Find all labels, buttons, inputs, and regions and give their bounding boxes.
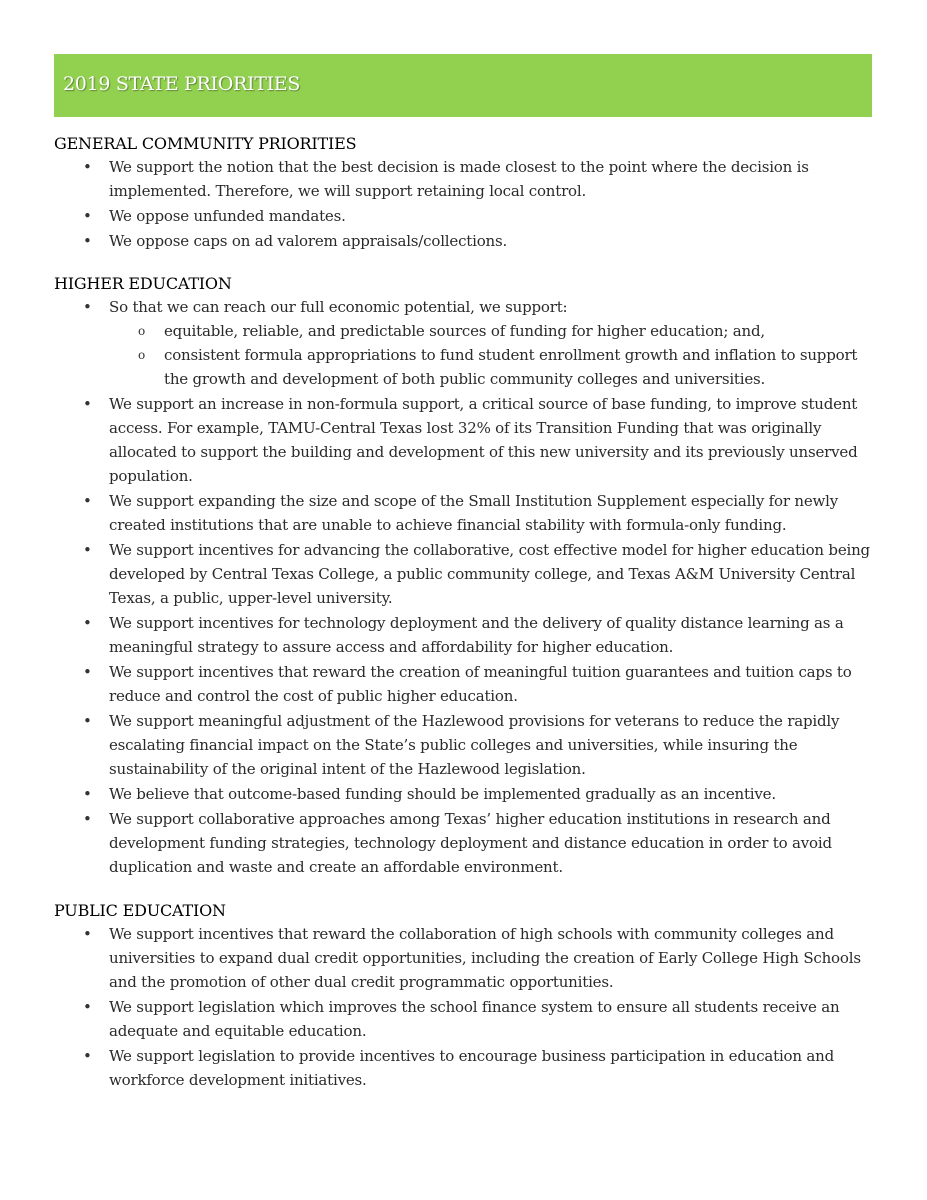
list-item-text: • So that we can reach our full economic potential, we support: xyxy=(109,298,568,316)
section-general-community xyxy=(54,134,884,254)
list-item xyxy=(54,709,884,781)
section-heading-higher: HIGHER EDUCATION xyxy=(54,274,232,293)
list-item-text: • We believe that outcome-based funding should be implemented gradually as an incentive. xyxy=(109,785,776,803)
list-item-text: • We support incentives that reward the collaboration of high schools with community colleges and universities to expand dual credit opportunities, including the creation of Early College High Schools and the promotion of other dual credit programmatic opportunities. xyxy=(109,925,861,991)
list-item xyxy=(54,155,884,203)
list-item xyxy=(54,922,884,994)
section-public-education xyxy=(54,901,884,1093)
list-item xyxy=(54,489,884,537)
page-title: 2019 STATE PRIORITIES xyxy=(63,73,301,95)
sub-list-item-text: o equitable, reliable, and predictable sources of funding for higher education; and, xyxy=(164,322,765,340)
list-item-text: • We support legislation which improves the school finance system to ensure all students receive an adequate and equitable education. xyxy=(109,998,840,1040)
bullet-list-higher xyxy=(54,295,884,879)
title-banner xyxy=(54,54,872,117)
list-item-text: • We support the notion that the best decision is made closest to the point where the decision is implemented. Therefore, we will support retaining local control. xyxy=(109,158,809,200)
list-item xyxy=(54,295,884,391)
list-item xyxy=(54,611,884,659)
list-item xyxy=(54,995,884,1043)
sub-bullet-list xyxy=(109,319,884,391)
list-item xyxy=(54,392,884,488)
list-item-text: • We support legislation to provide incentives to encourage business participation in education and workforce development initiatives. xyxy=(109,1047,835,1089)
list-item-text: • We oppose caps on ad valorem appraisals/collections. xyxy=(109,232,508,250)
list-item-text: • We support collaborative approaches among Texas’ higher education institutions in research and development funding strategies, technology deployment and distance education in order to avoid duplication and waste and create an affordable environment. xyxy=(109,810,832,876)
bullet-list-public xyxy=(54,922,884,1092)
section-heading-general: GENERAL COMMUNITY PRIORITIES xyxy=(54,134,357,153)
list-item-text: • We support incentives that reward the creation of meaningful tuition guarantees and tuition caps to reduce and control the cost of public higher education. xyxy=(109,663,852,705)
sub-list-item xyxy=(109,319,884,343)
list-item-text: • We support incentives for advancing the collaborative, cost effective model for higher education being developed by Central Texas College, a public community college, and Texas A&M University Central Texas, a public, upper-level university. xyxy=(109,541,870,607)
list-item-text: • We support an increase in non-formula support, a critical source of base funding, to improve student access. For example, TAMU-Central Texas lost 32% of its Transition Funding that was originally allocated to support the building and development of this new university and its previously unserved population. xyxy=(109,395,858,485)
sub-list-item xyxy=(109,343,884,391)
list-item-text: • We oppose unfunded mandates. xyxy=(109,207,346,225)
list-item-text: • We support incentives for technology deployment and the delivery of quality distance learning as a meaningful strategy to assure access and affordability for higher education. xyxy=(109,614,844,656)
list-item xyxy=(54,538,884,610)
list-item xyxy=(54,204,884,228)
list-item xyxy=(54,782,884,806)
section-higher-education xyxy=(54,274,884,880)
sub-list-item-text: o consistent formula appropriations to fund student enrollment growth and inflation to support the growth and development of both public community colleges and universities. xyxy=(164,346,858,388)
list-item xyxy=(54,1044,884,1092)
bullet-list-general xyxy=(54,155,884,253)
list-item-text: • We support meaningful adjustment of the Hazlewood provisions for veterans to reduce the rapidly escalating financial impact on the State’s public colleges and universities, while insuring the sustainability of the original intent of the Hazlewood legislation. xyxy=(109,712,840,778)
list-item-text: • We support expanding the size and scope of the Small Institution Supplement especially for newly created institutions that are unable to achieve financial stability with formula-only funding. xyxy=(109,492,839,534)
list-item xyxy=(54,660,884,708)
list-item xyxy=(54,229,884,253)
section-heading-public: PUBLIC EDUCATION xyxy=(54,901,226,920)
list-item xyxy=(54,807,884,879)
